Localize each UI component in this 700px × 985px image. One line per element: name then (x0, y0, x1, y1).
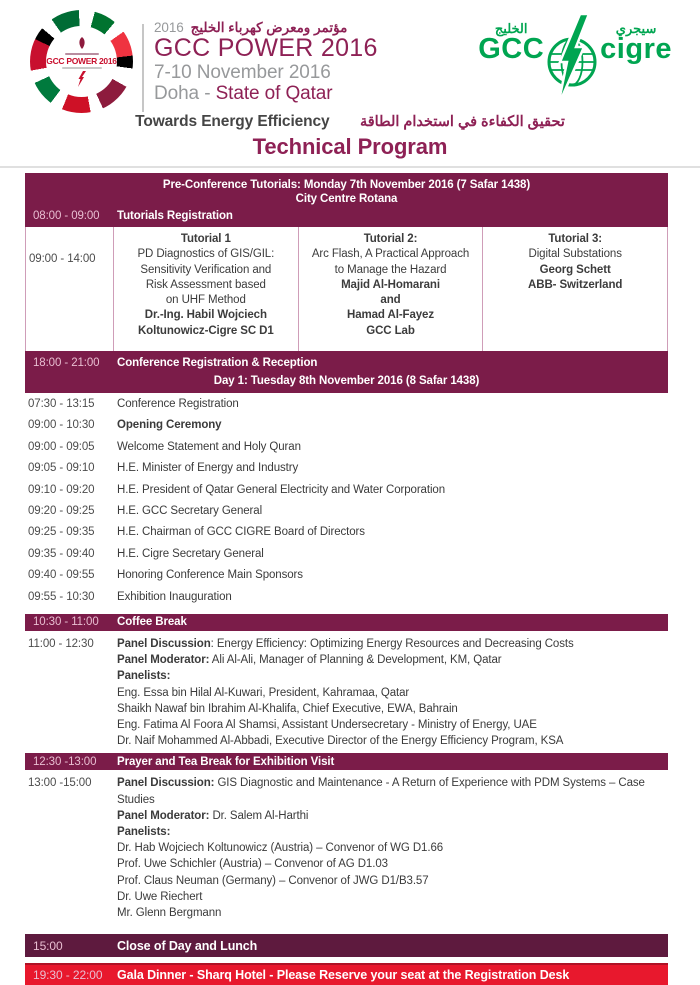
cigre-gcc-text: الخليج GCC (478, 21, 545, 65)
row-time: 09:55 - 10:30 (28, 590, 95, 603)
row-label: Close of Day and Lunch (117, 938, 258, 953)
row-time: 09:35 - 09:40 (28, 547, 95, 560)
pre-conference-venue: City Centre Rotana (295, 192, 398, 205)
schedule-row (25, 462, 668, 483)
gcc-power-logo-center (46, 26, 117, 97)
panel-text: Panel Moderator: Dr. Salem Al-Harthi (117, 809, 309, 822)
row-time: 07:30 - 13:15 (28, 398, 95, 410)
reception-row (25, 356, 668, 371)
tutorials-registration-row (25, 209, 668, 223)
day1-schedule (25, 393, 668, 613)
header-rule (0, 166, 700, 168)
panel-line (25, 652, 668, 668)
panel-text: Prof. Uwe Schichler (Austria) – Convenor of AG D1.03 (117, 858, 388, 871)
panel-line (25, 636, 668, 652)
tutorial-line: Tutorial 3: (548, 233, 602, 245)
panel-line (25, 905, 668, 921)
row-time: 11:00 - 12:30 (28, 637, 94, 650)
event-title-block (154, 8, 378, 112)
tutorial-line: Koltunowicz-Cigre SC D1 (137, 324, 274, 337)
row-label: Tutorials Registration (117, 210, 233, 222)
schedule-row (25, 419, 668, 440)
panel-discussion-2 (25, 771, 668, 924)
tutorial-session-row (25, 227, 668, 351)
panel-line (25, 840, 668, 856)
event-city: Doha - (154, 83, 216, 104)
panel-line (25, 889, 668, 905)
schedule-row (25, 505, 668, 526)
panel-discussion-1 (25, 632, 668, 752)
tutorial-line: Majid Al-Homarani (341, 278, 440, 291)
row-time: 09:20 - 09:25 (28, 504, 95, 517)
event-dates: 7-10 November 2016 (154, 62, 331, 83)
tutorial-2-cell (298, 227, 484, 351)
event-country: State of Qatar (215, 83, 333, 104)
panel-line (25, 717, 668, 733)
row-label: Conference Registration & Reception (117, 357, 318, 369)
row-text: H.E. GCC Secretary General (117, 504, 263, 517)
logo-subtitle-line (62, 67, 102, 69)
panel-line (25, 824, 668, 840)
cigre-name-text: سيجري cigre (600, 21, 672, 65)
tutorial-1-cell (114, 227, 298, 351)
panel-text: Dr. Uwe Riechert (117, 890, 203, 903)
globe-lightning-icon (536, 14, 608, 106)
tutorial-line: Hamad Al-Fayez (347, 309, 435, 322)
panel-text: Mr. Glenn Bergmann (117, 906, 222, 919)
row-time: 15:00 (33, 938, 63, 953)
panel-line (25, 873, 668, 889)
tutorial-line: Tutorial 2: (363, 233, 418, 245)
panel-text: Prof. Claus Neuman (Germany) – Convenor of JWG D1/B3.57 (117, 874, 429, 887)
panel-text: Panel Discussion: Energy Efficiency: Optimizing Energy Resources and Decreasing Costs (117, 637, 574, 650)
row-text: Conference Registration (117, 398, 239, 410)
row-time: 19:30 - 22:00 (33, 968, 103, 983)
tutorial-line: Georg Schett (539, 263, 611, 276)
schedule-row (25, 569, 668, 590)
panel-line (25, 775, 668, 807)
pre-conference-title: Pre-Conference Tutorials: Monday 7th November 2016 (7 Safar 1438) (162, 179, 531, 191)
day1-header: Day 1: Tuesday 8th November 2016 (8 Safar 1438) (213, 375, 480, 387)
gcc-power-logo (30, 10, 133, 113)
schedule-row (25, 526, 668, 547)
prayer-break-band (25, 753, 668, 770)
row-time: 09:10 - 09:20 (28, 483, 95, 496)
tagline-arabic: تحقيق الكفاءة في استخدام الطاقة (359, 114, 565, 130)
panel-text: Eng. Fatima Al Foora Al Shamsi, Assistant Undersecretary - Ministry of Energy, UAE (117, 718, 537, 731)
panel-line (25, 685, 668, 701)
row-text: Welcome Statement and Holy Quran (117, 440, 301, 453)
coffee-break-band (25, 614, 668, 631)
schedule-row (25, 441, 668, 462)
tutorial-line: and (380, 294, 401, 307)
row-label: Coffee Break (117, 616, 187, 629)
row-time: 08:00 - 09:00 (33, 210, 100, 222)
tutorial-3-cell (483, 227, 667, 351)
gala-dinner-band (25, 963, 668, 985)
header (0, 0, 700, 112)
program-table (25, 173, 668, 985)
row-label: Prayer and Tea Break for Exhibition Visit (117, 755, 335, 768)
page-title: Technical Program (252, 134, 448, 159)
row-text: Exhibition Inauguration (117, 590, 232, 603)
row-text: Honoring Conference Main Sponsors (117, 569, 303, 582)
panel-line (25, 733, 668, 749)
tutorial-line: Digital Substations (528, 248, 622, 261)
gcc-cigre-logo (478, 8, 672, 112)
cigre-arabic-name: سيجري (615, 21, 657, 36)
event-year: 2016 (154, 20, 184, 35)
tutorial-line: Tutorial 1 (180, 233, 231, 245)
schedule-row (25, 484, 668, 505)
reception-day1-band (25, 351, 668, 393)
row-time: 09:00 - 14:00 (26, 227, 114, 351)
conference-tagline (0, 113, 700, 131)
tutorial-line: PD Diagnostics of GIS/GIL: (137, 248, 275, 261)
tutorial-line: Sensitivity Verification and (140, 263, 272, 276)
panel-text: Panel Discussion: GIS Diagnostic and Maintenance - A Return of Experience with PDM Systems – Case Studies (117, 777, 645, 806)
tutorial-line: Risk Assessment based (145, 278, 266, 291)
panel-line (25, 701, 668, 717)
event-title: GCC POWER 2016 (154, 34, 378, 62)
row-time: 12:30 -13:00 (33, 755, 97, 768)
row-time: 18:00 - 21:00 (33, 357, 100, 369)
row-text: Opening Ceremony (117, 419, 222, 432)
panel-line (25, 808, 668, 824)
lightning-bolt-icon (77, 71, 87, 87)
event-location (154, 83, 378, 104)
row-text: H.E. President of Qatar General Electricity and Water Corporation (117, 483, 445, 496)
row-time: 09:00 - 09:05 (28, 440, 95, 453)
panel-text: Panelists: (117, 825, 171, 838)
row-text: H.E. Minister of Energy and Industry (117, 462, 299, 475)
logo-arabic-line (65, 53, 99, 55)
panel-line (25, 668, 668, 684)
row-time: 10:30 - 11:00 (33, 616, 99, 629)
tutorial-line: ABB- Switzerland (528, 278, 623, 291)
tutorial-line: Arc Flash, A Practical Approach (311, 248, 470, 261)
row-time: 09:05 - 09:10 (28, 462, 95, 475)
pre-conference-header-band (25, 173, 668, 227)
event-title-arabic: مؤتمر ومعرض كهرباء الخليج (190, 20, 348, 35)
schedule-row (25, 591, 668, 612)
row-time: 09:00 - 10:30 (28, 419, 95, 432)
qatar-emblem-icon (76, 37, 88, 51)
tutorial-line: Dr.-Ing. Habil Wojciech (144, 309, 267, 322)
tutorial-line: GCC Lab (366, 324, 415, 337)
row-time: 09:25 - 09:35 (28, 526, 95, 539)
row-time: 13:00 -15:00 (28, 777, 92, 790)
row-text: H.E. Chairman of GCC CIGRE Board of Directors (117, 526, 365, 539)
schedule-row (25, 548, 668, 569)
panel-text: Dr. Naif Mohammed Al-Abbadi, Executive Director of the Energy Efficiency Program, KSA (117, 735, 564, 748)
schedule-row (25, 398, 668, 419)
panel-text: Dr. Hab Wojciech Koltunowicz (Austria) – Convenor of WG D1.66 (117, 842, 444, 855)
row-text: H.E. Cigre Secretary General (117, 547, 264, 560)
row-label: Gala Dinner - Sharq Hotel - Please Reserve your seat at the Registration Desk (117, 968, 570, 983)
panel-text: Panelists: (117, 670, 171, 683)
header-divider (142, 24, 144, 112)
row-time: 09:40 - 09:55 (28, 569, 95, 582)
panel-line (25, 856, 668, 872)
panel-text: Panel Moderator: Ali Al-Ali, Manager of Planning & Development, KM, Qatar (117, 654, 502, 667)
panel-text: Eng. Essa bin Hilal Al-Kuwari, President, Kahramaa, Qatar (117, 686, 410, 699)
panel-text: Shaikh Nawaf bin Ibrahim Al-Khalifa, Chief Executive, EWA, Bahrain (117, 702, 458, 715)
logo-title: GCC POWER 2016 (46, 55, 117, 66)
cigre-arabic-gulf: الخليج (494, 21, 528, 36)
tagline-english: Towards Energy Efficiency (135, 113, 330, 130)
close-of-day-band (25, 934, 668, 957)
tutorial-line: on UHF Method (165, 294, 246, 307)
tutorial-line: to Manage the Hazard (334, 263, 447, 276)
